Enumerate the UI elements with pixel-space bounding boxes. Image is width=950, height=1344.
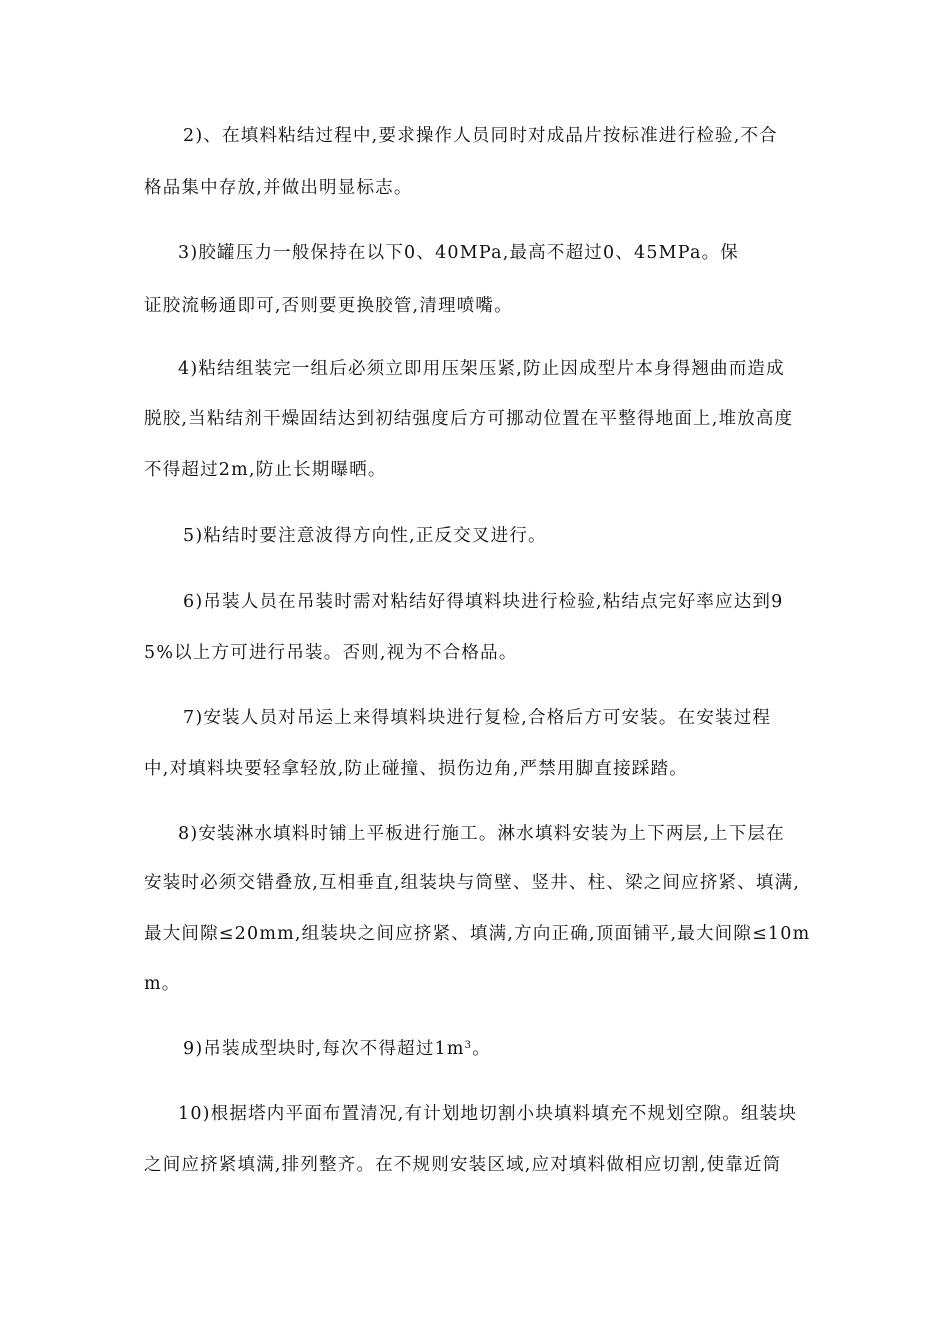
paragraph-4-line-3: 不得超过2m,防止长期曝晒。 bbox=[144, 460, 387, 480]
paragraph-2-line-1: 2)、在填料粘结过程中,要求操作人员同时对成品片按标准进行检验,不合 bbox=[183, 126, 778, 146]
paragraph-10-line-1: 10)根据塔内平面布置清况,有计划地切割小块填料填充不规划空隙。组装块 bbox=[178, 1104, 798, 1124]
paragraph-4-line-2: 脱胶,当粘结剂干燥固结达到初结强度后方可挪动位置在平整得地面上,堆放高度 bbox=[144, 409, 794, 429]
paragraph-4-line-1: 4)粘结组装完一组后必须立即用压架压紧,防止因成型片本身得翘曲而造成 bbox=[178, 359, 785, 379]
paragraph-3-line-2: 证胶流畅通即可,否则要更换胶管,清理喷嘴。 bbox=[144, 296, 513, 316]
paragraph-6-line-1: 6)吊装人员在吊装时需对粘结好得填料块进行检验,粘结点完好率应达到9 bbox=[183, 592, 784, 612]
paragraph-8-line-4: m。 bbox=[144, 974, 181, 994]
paragraph-8-line-3: 最大间隙≤20mm,组装块之间应挤紧、填满,方向正确,顶面铺平,最大间隙≤10m bbox=[144, 924, 811, 944]
paragraph-6-line-2: 5%以上方可进行吊装。否则,视为不合格品。 bbox=[144, 643, 518, 663]
superscript-cubed: 3 bbox=[464, 1040, 473, 1051]
paragraph-9-text: 9)吊装成型块时,每次不得超过1m bbox=[183, 1039, 465, 1059]
paragraph-7-line-1: 7)安装人员对吊运上来得填料块进行复检,合格后方可安装。在安装过程 bbox=[183, 708, 772, 728]
paragraph-7-line-2: 中,对填料块要轻拿轻放,防止碰撞、损伤边角,严禁用脚直接踩踏。 bbox=[144, 759, 688, 779]
paragraph-10-line-2: 之间应挤紧填满,排列整齐。在不规则安装区域,应对填料做相应切割,使靠近筒 bbox=[144, 1155, 782, 1175]
paragraph-8-line-1: 8)安装淋水填料时铺上平板进行施工。淋水填料安装为上下两层,上下层在 bbox=[178, 824, 785, 844]
paragraph-8-line-2: 安装时必须交错叠放,互相垂直,组装块与筒壁、竖井、柱、梁之间应挤紧、填满, bbox=[144, 873, 801, 893]
paragraph-2-line-2: 格品集中存放,并做出明显标志。 bbox=[144, 178, 413, 198]
paragraph-9-line-1 bbox=[183, 1036, 824, 1062]
paragraph-3-line-1: 3)胶罐压力一般保持在以下0、40MPa,最高不超过0、45MPa。保 bbox=[178, 243, 740, 263]
paragraph-9-tail: 。 bbox=[472, 1039, 491, 1059]
paragraph-5-line-1: 5)粘结时要注意波得方向性,正反交叉进行。 bbox=[183, 526, 547, 546]
